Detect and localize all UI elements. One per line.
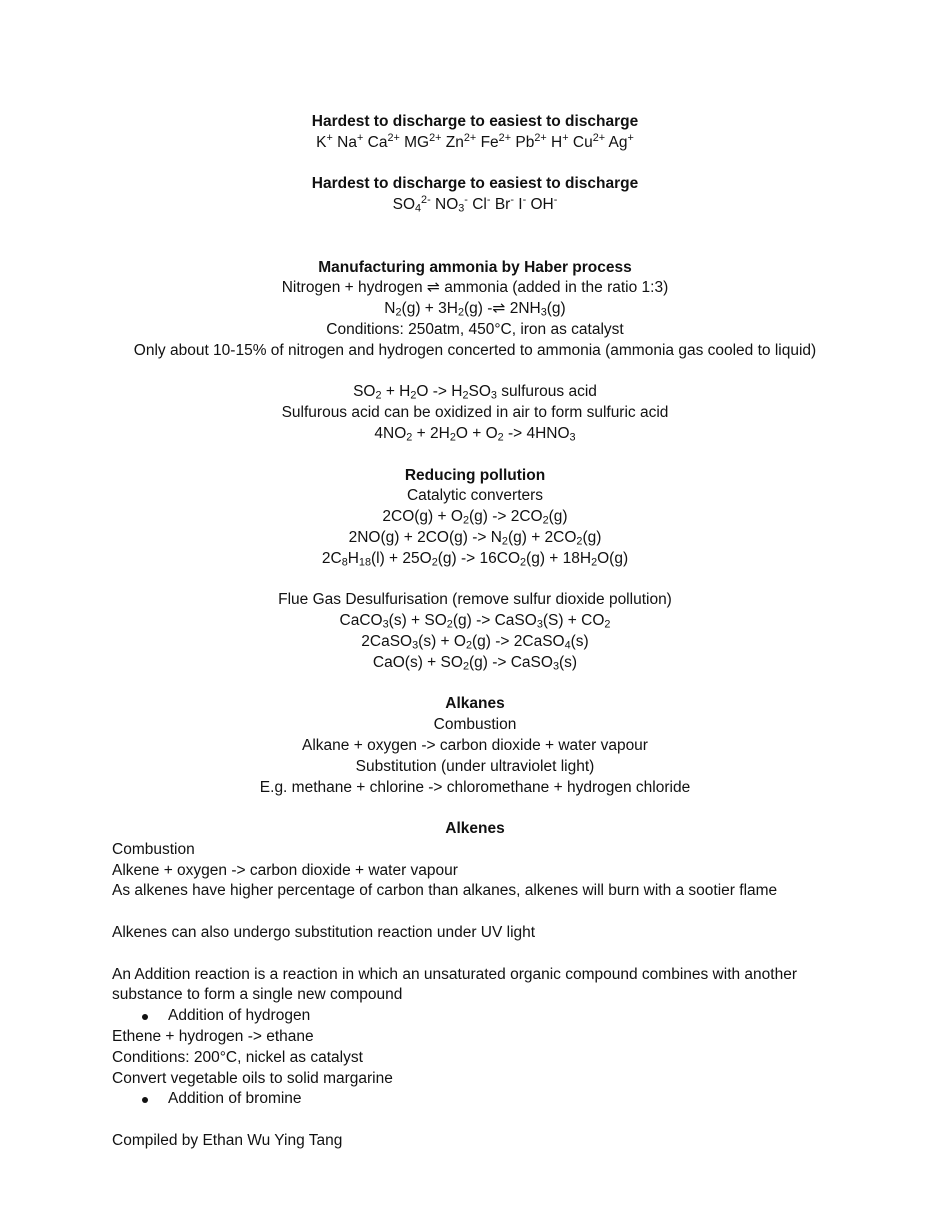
- converter-equation: $2NO(g) + 2CO(g) -> N_2(g) + 2CO_2(g)$: [348, 528, 602, 548]
- haber-conditions: Conditions: 250atm, 450°C, iron as catalyst: [326, 320, 624, 338]
- alkenes-line: Combustion: [112, 840, 195, 858]
- ion: $Pb^{2+}$: [515, 131, 547, 151]
- ion: $MG^{2+}$: [404, 131, 442, 151]
- alkanes-heading: Alkanes: [445, 695, 505, 713]
- haber-note: Only about 10-15% of nitrogen and hydrogen concerted to ammonia (ammonia gas cooled to liquid): [133, 341, 817, 359]
- fgd-equation: CaCO$_3$(s) + $SO_2(g)$ -> CaSO$_3$(S) + $CO_2$: [339, 612, 611, 631]
- addition-definition: substance to form a single new compound: [112, 986, 403, 1004]
- haber-equation: $N_2(g) + 3H_2(g)$ -⇌ $2NH_3(g)$: [384, 300, 566, 319]
- alkanes-line: Substitution (under ultraviolet light): [355, 757, 595, 775]
- document-page: [112, 112, 838, 1152]
- sulfurous-equation: $SO_2 + H_2O -> H_2SO_3$ sulfurous acid: [353, 383, 597, 403]
- fgd-equation: $CaO(s) + SO_2(g)$ -> CaSO$_3$(s): [372, 653, 578, 673]
- bullet-item: Addition of hydrogen: [112, 1006, 838, 1027]
- ion: I-: [518, 194, 527, 214]
- ion: Cl-: [472, 194, 491, 214]
- sulfurous-note: Sulfurous acid can be oxidized in air to form sulfuric acid: [281, 404, 669, 422]
- ion: $SO_4^{2-}$: [392, 194, 431, 215]
- alkanes-line: Alkane + oxygen -> carbon dioxide + water vapour: [302, 736, 648, 754]
- ion: K+: [316, 131, 333, 151]
- alkenes-heading: Alkenes: [445, 820, 505, 838]
- addition-definition: An Addition reaction is a reaction in which an unsaturated organic compound combines with another: [112, 965, 797, 983]
- footer-credit: Compiled by Ethan Wu Ying Tang: [112, 1132, 343, 1150]
- fgd-equation: 2CaSO$_3$(s) + $O_2(g)$ -> 2CaSO$_4$(s): [361, 632, 589, 652]
- bullet-icon: [142, 1014, 148, 1020]
- cation-heading: Hardest to discharge to easiest to discharge: [311, 113, 639, 130]
- ion: Br-: [494, 194, 514, 214]
- ion: Na+: [337, 131, 364, 151]
- ion: $Ca^{2+}$: [367, 131, 400, 151]
- alkanes-line: E.g. methane + chlorine -> chloromethane + hydrogen chloride: [259, 778, 691, 796]
- alkenes-line: As alkenes have higher percentage of carbon than alkanes, alkenes will burn with a sootier flame: [112, 882, 778, 900]
- alkenes-line: Alkenes can also undergo substitution reaction under UV light: [112, 924, 536, 942]
- anion-series: [112, 195, 838, 216]
- nitric-equation: $4NO_2 + 2H_2O + O_2 -> 4HNO_3$: [374, 424, 576, 444]
- fgd-heading: Flue Gas Desulfurisation (remove sulfur dioxide pollution): [278, 591, 672, 609]
- bullet-item: Addition of bromine: [112, 1089, 838, 1110]
- ion: Ag+: [608, 131, 634, 151]
- cation-series: [112, 133, 838, 154]
- alkanes-line: Combustion: [433, 716, 517, 734]
- converter-equation: $2C_8H_{18}(l) + 25O_2(g) -> 16CO_2(g) + 18H_2O(g)$: [321, 549, 629, 569]
- alkenes-line: Conditions: 200°C, nickel as catalyst: [112, 1048, 363, 1066]
- ion: $Fe^{2+}$: [480, 131, 512, 151]
- haber-heading: Manufacturing ammonia by Haber process: [318, 258, 632, 276]
- alkenes-line: Ethene + hydrogen -> ethane: [112, 1028, 314, 1046]
- converter-equation: $2CO(g) + O_2(g) -> 2CO_2(g)$: [382, 508, 568, 527]
- bullet-icon: [142, 1097, 148, 1103]
- ion: H+: [551, 131, 569, 151]
- ion: $NO_3^-$: [435, 194, 468, 215]
- alkenes-line: Alkene + oxygen -> carbon dioxide + water vapour: [112, 861, 458, 879]
- haber-word-equation: Nitrogen + hydrogen ⇌ ammonia (added in the ratio 1:3): [281, 279, 669, 297]
- alkenes-line: Convert vegetable oils to solid margarine: [112, 1069, 393, 1087]
- pollution-heading: Reducing pollution: [404, 466, 546, 484]
- ion: $Zn^{2+}$: [445, 131, 477, 151]
- pollution-subheading: Catalytic converters: [406, 487, 544, 505]
- anion-heading: Hardest to discharge to easiest to discharge: [311, 175, 639, 193]
- ion: OH-: [530, 194, 558, 214]
- ion: $Cu^{2+}$: [572, 131, 606, 151]
